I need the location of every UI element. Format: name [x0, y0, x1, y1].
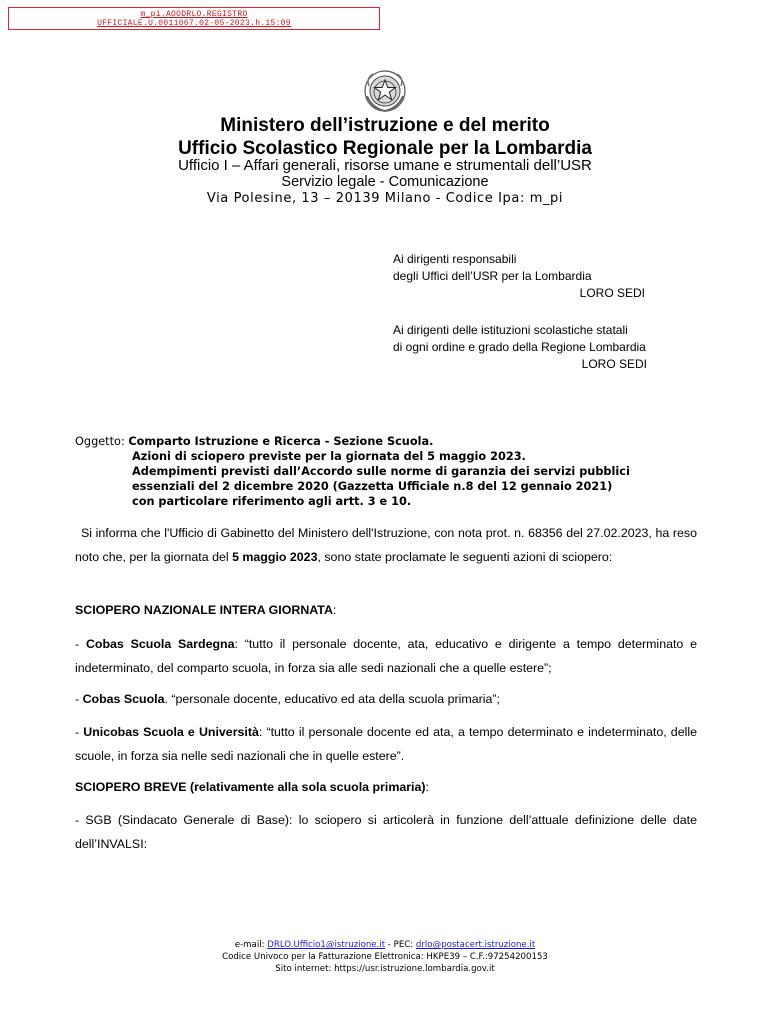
section-heading: [75, 775, 697, 799]
item-dash: -: [75, 637, 86, 651]
recipient-line: di ogni ordine e grado della Regione Lombardia: [393, 340, 646, 354]
stamp-line-1: m_pi.AOODRLO.REGISTRO: [140, 10, 248, 19]
footer-billing: Codice Univoco per la Fatturazione Elettronica: HKPE39 – C.F.:97254200153: [222, 952, 548, 962]
subject-line: con particolare riferimento agli artt. 3 e 10.: [132, 495, 412, 508]
strike-item: [75, 720, 697, 768]
address-line: Via Polesine, 13 – 20139 Milano - Codice Ipa: m_pi: [206, 191, 564, 206]
intro-text-end: , sono state proclamate le seguenti azioni di sciopero:: [317, 550, 613, 564]
subject-block: [75, 434, 630, 509]
pec-link[interactable]: drlo@postacert.istruzione.it: [415, 940, 536, 950]
service-line: Servizio legale - Comunicazione: [281, 174, 489, 190]
department-line: Ufficio I – Affari generali, risorse umane e strumentali dell’USR: [178, 157, 592, 174]
intro-text: Si informa che l'Ufficio di Gabinetto del Ministero dell'Istruzione, con nota prot. n. 68356 del 27.02.2023, ha reso noto che, per la giornata del: [75, 526, 697, 564]
item-dash: -: [75, 692, 83, 706]
section-title: SCIOPERO BREVE (relativamente alla sola scuola primaria): [75, 780, 426, 794]
footer: [0, 939, 770, 975]
union-name: Unicobas Scuola e Università: [83, 725, 259, 739]
section-title: SCIOPERO NAZIONALE INTERA GIORNATA: [75, 603, 333, 617]
union-name: Cobas Scuola Sardegna: [85, 637, 235, 651]
email-link[interactable]: DRLO.Ufficio1@istruzione.it: [267, 940, 386, 950]
section-colon: :: [425, 780, 429, 794]
stamp-line-2: UFFICIALE.U.0011067.02-05-2023.h.15:09: [97, 19, 291, 28]
section-heading: [75, 598, 697, 622]
recipient-block-2: [393, 322, 647, 373]
strike-date: 5 maggio 2023: [232, 550, 318, 564]
recipient-line: Ai dirigenti delle istituzioni scolastiche statali: [393, 323, 628, 337]
subject-line: essenziali del 2 dicembre 2020 (Gazzetta Ufficiale n.8 del 12 gennaio 2021): [132, 480, 613, 493]
italian-republic-emblem-icon: [362, 68, 408, 114]
email-label: e-mail:: [234, 940, 268, 950]
strike-item: [75, 687, 697, 711]
item-text: : “tutto il personale docente, ata, educativo e dirigente a tempo determinato e indeterminato, del comparto scuola, in forza sia alle sedi nazionali che a quelle estere”;: [75, 637, 697, 675]
strike-item: [75, 632, 697, 680]
pec-label: - PEC:: [385, 940, 416, 950]
strike-item: - SGB (Sindacato Generale di Base): lo sciopero si articolerà in funzione dell’attuale definizione delle date dell’INVALSI:: [75, 813, 697, 851]
subject-line: Azioni di sciopero previste per la giornata del 5 maggio 2023.: [132, 450, 526, 463]
section-colon: :: [332, 603, 337, 617]
item-text: . “personale docente, educativo ed ata della scuola primaria”;: [164, 692, 500, 706]
subject-line: Comparto Istruzione e Ricerca - Sezione Scuola.: [128, 435, 434, 448]
intro-paragraph: [75, 521, 697, 569]
ministry-title: Ministero dell’istruzione e del merito: [220, 115, 550, 136]
subject-label: Oggetto:: [75, 435, 125, 448]
union-name: Cobas Scuola: [82, 692, 165, 706]
recipient-block-1: [393, 251, 645, 302]
recipient-location: LORO SEDI: [581, 357, 647, 371]
subject-line: Adempimenti previsti dall’Accordo sulle norme di garanzia dei servizi pubblici: [132, 465, 630, 478]
recipient-location: LORO SEDI: [579, 286, 645, 300]
item-text: : “tutto il personale docente ed ata, a tempo determinato e indeterminato, delle scuole, in forza sia nelle sedi nazionali che in quelle estere”.: [75, 725, 697, 763]
protocol-stamp: [8, 7, 380, 30]
recipient-line: degli Uffici dell’USR per la Lombardia: [393, 269, 592, 283]
recipient-line: Ai dirigenti responsabili: [393, 252, 517, 266]
footer-website: Sito internet: https://usr.istruzione.lombardia.gov.it: [275, 964, 495, 974]
item-dash: -: [75, 725, 84, 739]
office-title: Ufficio Scolastico Regionale per la Lombardia: [178, 138, 592, 159]
footer-contacts: [0, 939, 770, 951]
